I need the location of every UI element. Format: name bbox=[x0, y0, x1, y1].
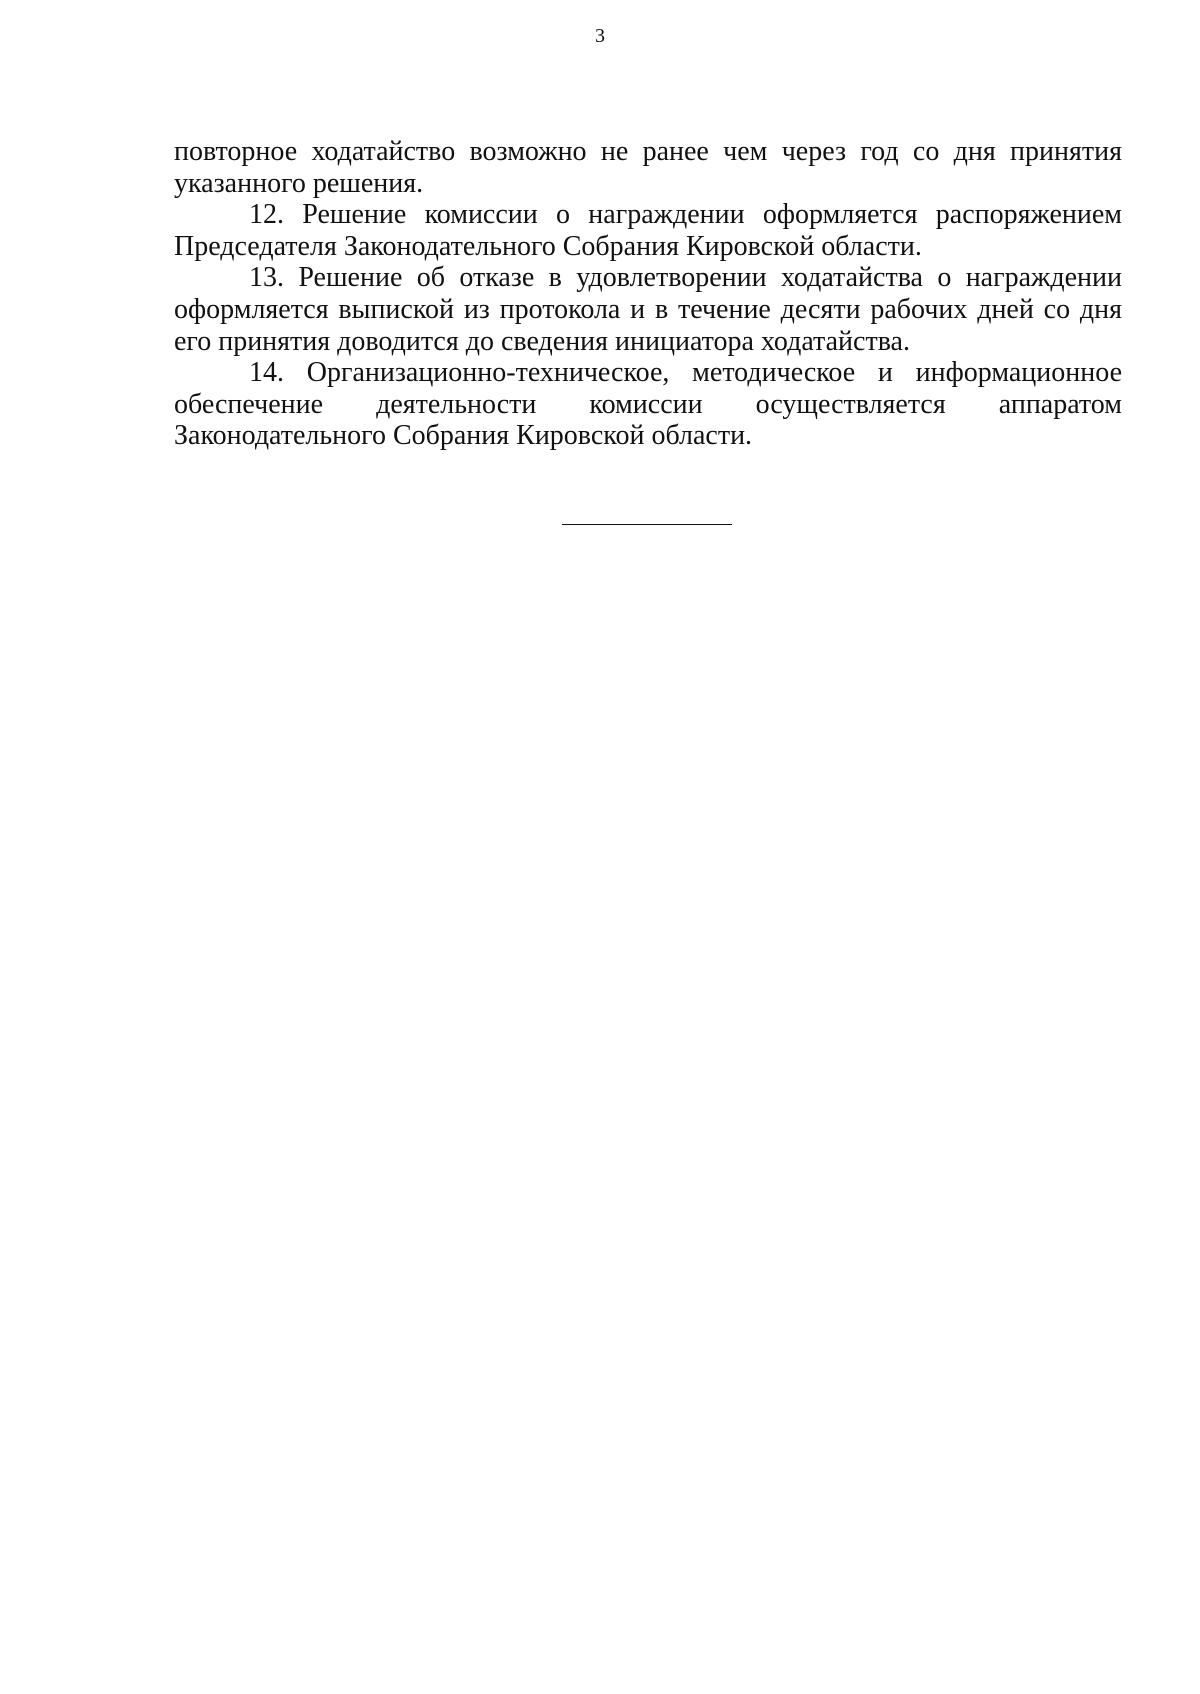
paragraph-line: 13. Решение об отказе в удовлетворении ходатайства о награждении bbox=[249, 262, 1122, 294]
paragraph-line: его принятия доводится до сведения инициатора ходатайства. bbox=[174, 325, 910, 357]
paragraph-item-14 bbox=[174, 357, 1122, 452]
paragraph-line: Законодательного Собрания Кировской области. bbox=[174, 420, 753, 452]
closing-divider bbox=[562, 524, 732, 525]
paragraph-line: оформляется выпиской из протокола и в течение десяти рабочих дней со дня bbox=[174, 293, 1122, 325]
paragraph-line: указанного решения. bbox=[174, 167, 424, 199]
paragraph-continuation bbox=[174, 136, 1122, 199]
paragraph-line: 12. Решение комиссии о награждении оформляется распоряжением bbox=[249, 199, 1122, 231]
document-body bbox=[174, 136, 1122, 452]
paragraph-line: обеспечение деятельности комиссии осуществляется аппаратом bbox=[174, 388, 1122, 420]
paragraph-item-12 bbox=[174, 199, 1122, 262]
paragraph-line: 14. Организационно-техническое, методическое и информационное bbox=[249, 357, 1122, 389]
paragraph-line: Председателя Законодательного Собрания Кировской области. bbox=[174, 230, 922, 262]
page-number: 3 bbox=[595, 25, 605, 47]
paragraph-line: повторное ходатайство возможно не ранее чем через год со дня принятия bbox=[174, 136, 1122, 167]
paragraph-item-13 bbox=[174, 262, 1122, 357]
